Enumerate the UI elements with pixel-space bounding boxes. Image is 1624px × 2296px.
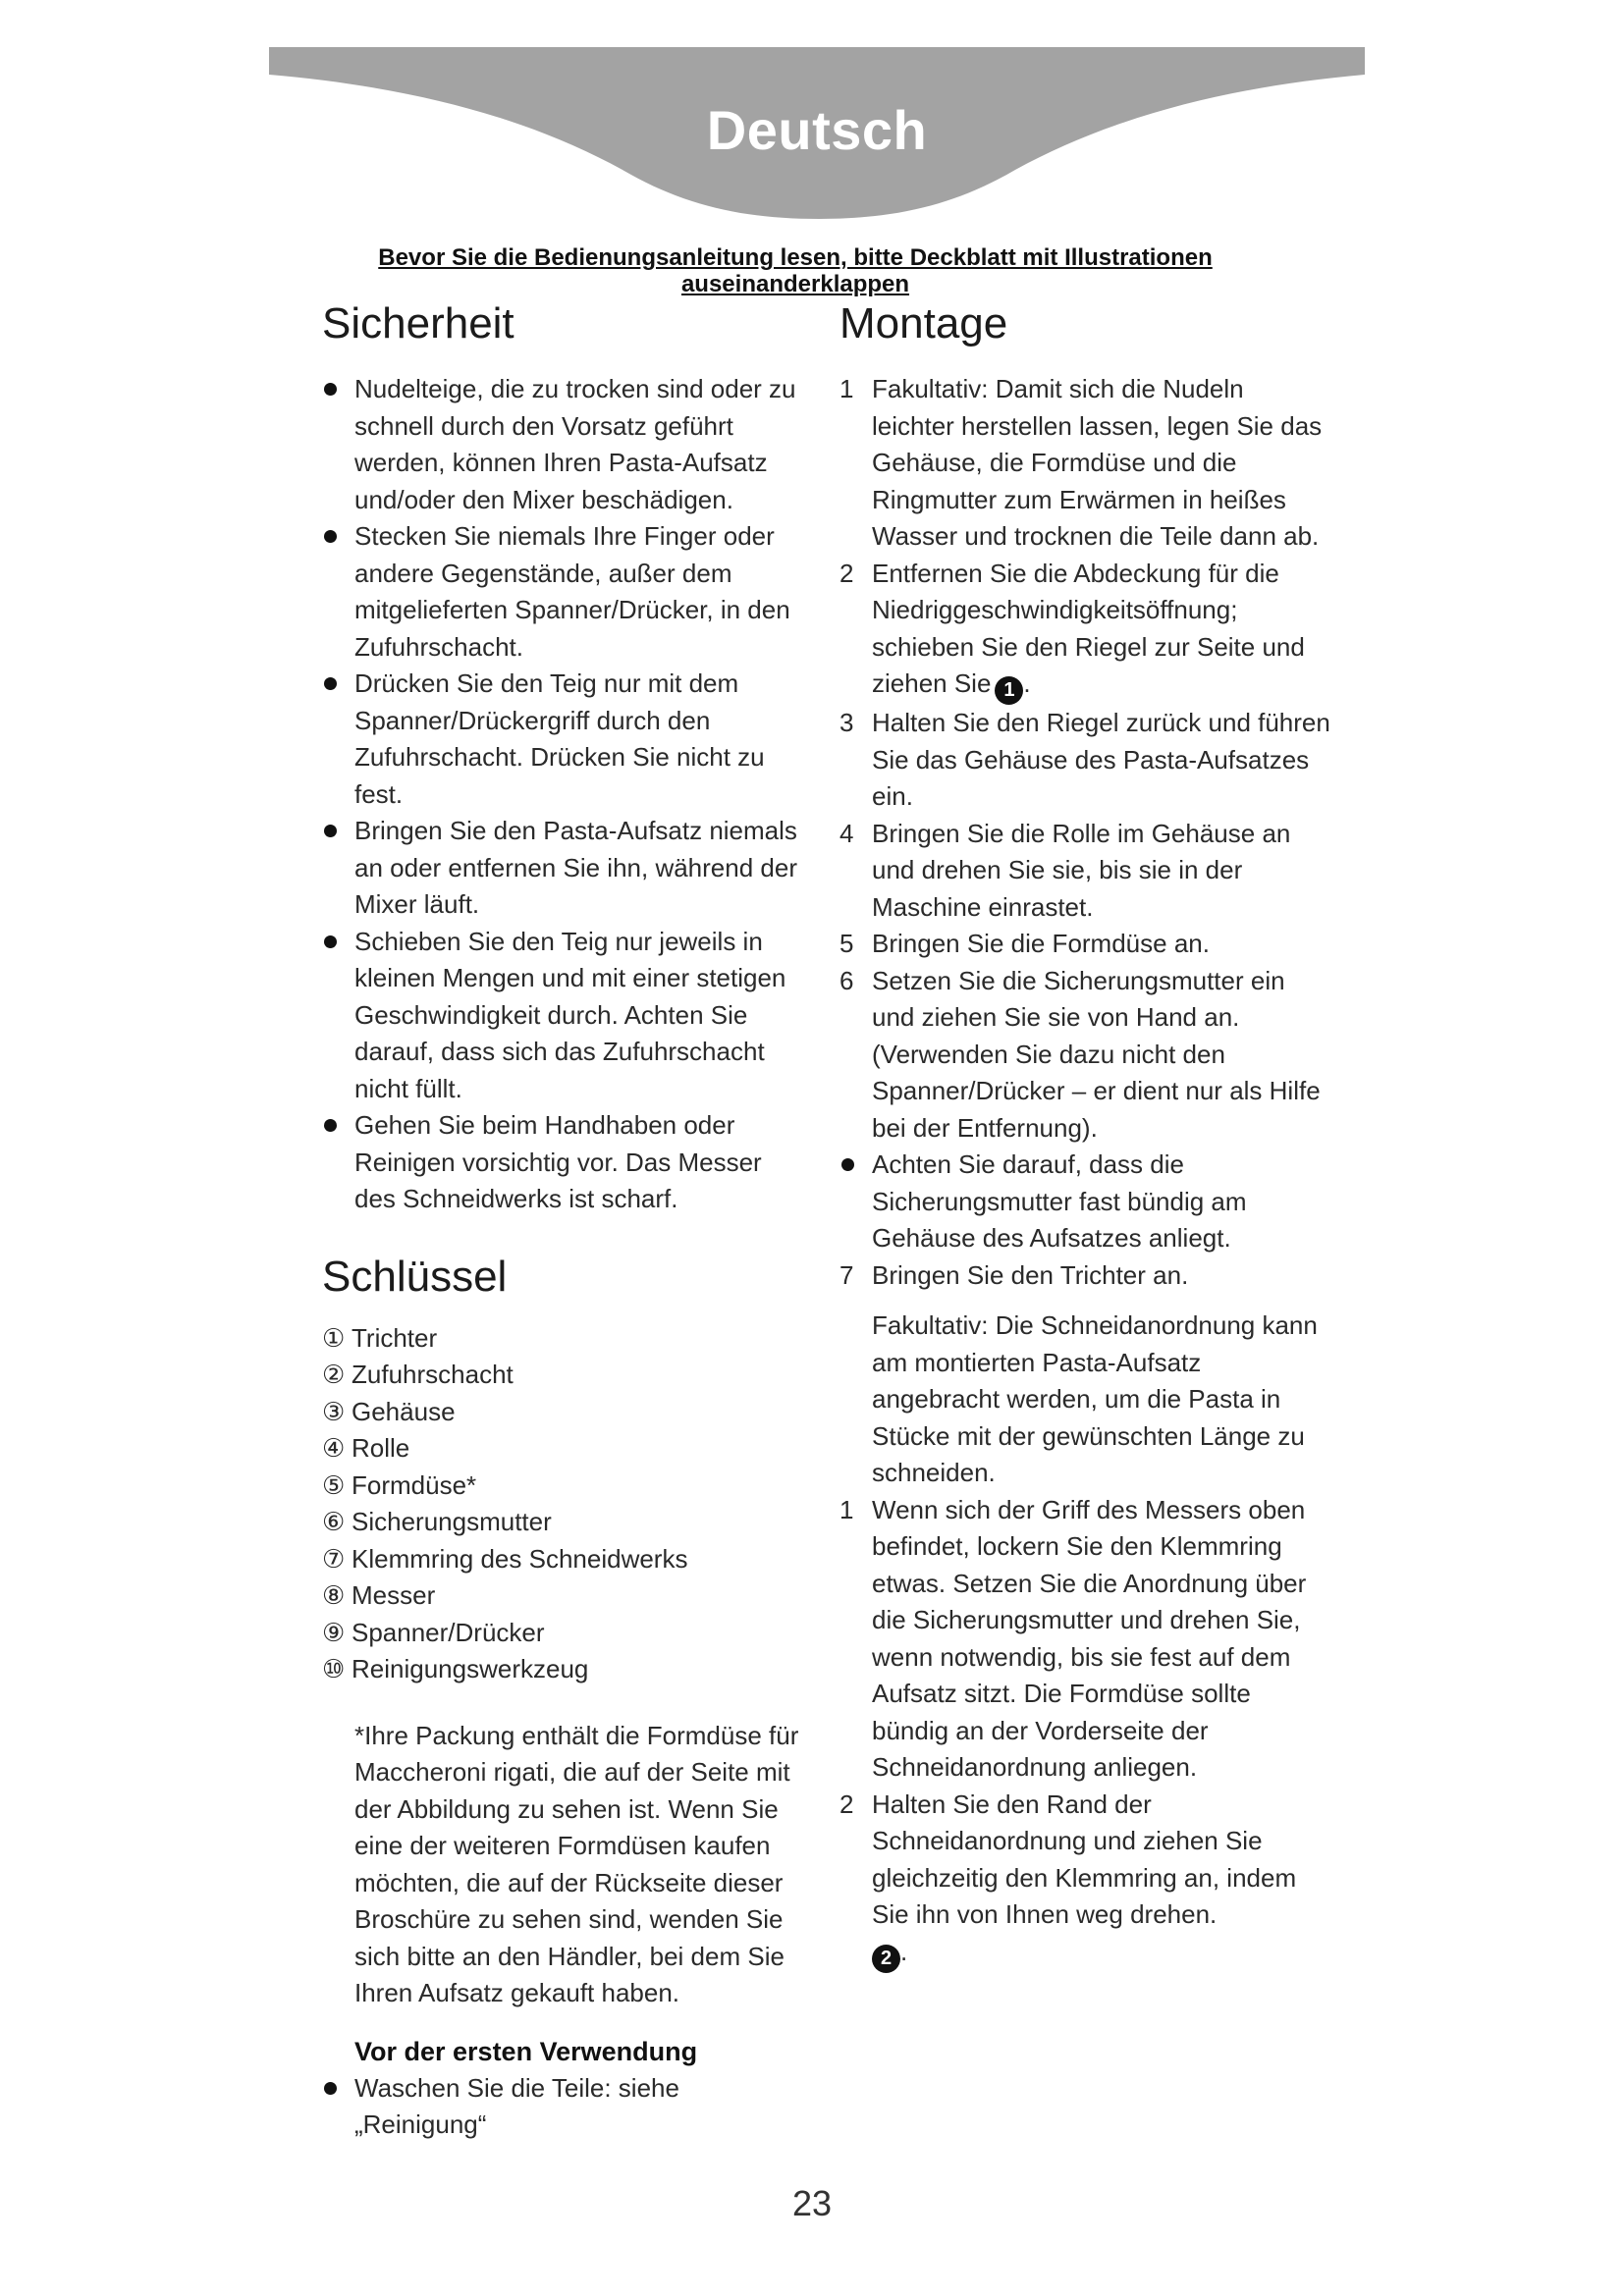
safety-item-text: Gehen Sie beim Handhaben oder Reinigen vorsichtig vor. Das Messer des Schneidwerks ist scharf. xyxy=(354,1110,762,1213)
key-list xyxy=(322,1320,803,1688)
bullet-icon xyxy=(324,530,337,543)
key-item xyxy=(322,1430,803,1468)
figure-ref-2-icon: 2 xyxy=(872,1945,900,1973)
key-number: ③ xyxy=(322,1396,346,1426)
key-item xyxy=(322,1468,803,1505)
key-item xyxy=(322,1651,803,1688)
step-number: 2 xyxy=(839,1789,854,1819)
assembly-steps xyxy=(839,371,1330,1147)
optional-cutter-note: Fakultativ: Die Schneidanordnung kann am montierten Pasta-Aufsatz angebracht werden, um die Pasta in Stücke mit der gewünschten Länge zu schneiden. xyxy=(872,1310,1318,1487)
step-number: 7 xyxy=(839,1259,854,1290)
key-item xyxy=(322,1541,803,1578)
safety-item-text: Bringen Sie den Pasta-Aufsatz niemals an oder entfernen Sie ihn, während der Mixer läuft. xyxy=(354,816,797,919)
safety-item xyxy=(322,813,803,924)
bullet-icon xyxy=(324,935,337,948)
step-number: 2 xyxy=(839,558,854,588)
left-column xyxy=(322,294,803,2144)
key-number: ⑨ xyxy=(322,1617,346,1647)
key-label: Formdüse* xyxy=(352,1469,477,1500)
assembly-step xyxy=(839,705,1330,816)
key-label: Rolle xyxy=(352,1433,410,1463)
assembly-step xyxy=(839,926,1330,963)
key-label: Reinigungswerkzeug xyxy=(352,1654,589,1683)
step-text: Setzen Sie die Sicherungsmutter ein und ziehen Sie sie von Hand an. (Verwenden Sie dazu nicht den Spanner/Drücker – er dient nur als Hilfe bei der Entfernung). xyxy=(872,965,1321,1143)
nozzle-footnote: *Ihre Packung enthält die Formdüse für Maccheroni rigati, die auf der Seite mit der Abbildung zu sehen ist. Wenn Sie eine der weiteren Formdüsen kaufen möchten, die auf der Rückseite dieser Broschüre zu sehen sind, wenden Sie sich bitte an den Händler, bei dem Sie Ihren Aufsatz gekauft haben. xyxy=(354,1720,799,2007)
key-heading: Schlüssel xyxy=(322,1252,508,1301)
key-label: Spanner/Drücker xyxy=(352,1617,545,1647)
key-label: Trichter xyxy=(352,1322,438,1353)
key-label: Sicherungsmutter xyxy=(352,1507,552,1536)
key-label: Zufuhrschacht xyxy=(352,1360,514,1389)
key-item xyxy=(322,1615,803,1652)
cutter-step: 2 Halten Sie den Rand der Schneidanordnung und ziehen Sie gleichzeitig den Klemmring an, indem Sie ihn von Ihnen weg drehen. 2 . xyxy=(839,1787,1330,1973)
step-text: Bringen Sie die Formdüse an. xyxy=(872,929,1210,958)
key-number: ① xyxy=(322,1322,346,1353)
assembly-step: 2 Entfernen Sie die Abdeckung für die Niedriggeschwindigkeitsöffnung; schieben Sie den Riegel zur Seite und ziehen Sie 1 . xyxy=(839,556,1330,706)
bullet-icon xyxy=(324,1119,337,1132)
safety-item-text: Nudelteige, die zu trocken sind oder zu schnell durch den Vorsatz geführt werden, können Ihren Pasta-Aufsatz und/oder den Mixer beschädigen. xyxy=(354,374,796,514)
step-number: 6 xyxy=(839,965,854,995)
bullet-icon xyxy=(324,677,337,690)
step-text: Entfernen Sie die Abdeckung für die Niedriggeschwindigkeitsöffnung; schieben Sie den Riegel zur Seite und ziehen Sie xyxy=(872,558,1305,698)
step-number: 1 xyxy=(839,1494,854,1524)
right-column xyxy=(839,294,1330,1973)
unfold-notice: Bevor Sie die Bedienungsanleitung lesen, bitte Deckblatt mit Illustrationen auseinanderklappen xyxy=(378,244,1213,297)
assembly-bullet-list xyxy=(839,1147,1330,1257)
first-use-text: Waschen Sie die Teile: siehe „Reinigung“ xyxy=(354,2072,679,2139)
figure-ref-1-icon: 1 xyxy=(995,676,1023,705)
first-use-item xyxy=(322,2070,803,2144)
key-number: ⑥ xyxy=(322,1507,346,1536)
assembly-step xyxy=(839,1257,1330,1295)
key-number: ④ xyxy=(322,1433,346,1463)
safety-item-text: Schieben Sie den Teig nur jeweils in kleinen Mengen und mit einer stetigen Geschwindigkeit durch. Achten Sie darauf, dass sich das Zufuhrschacht nicht füllt. xyxy=(354,926,786,1103)
assembly-bullet-text: Achten Sie darauf, dass die Sicherungsmutter fast bündig am Gehäuse des Aufsatzes anliegt. xyxy=(872,1149,1247,1253)
cutter-steps xyxy=(839,1492,1330,1973)
step-text: Bringen Sie den Trichter an. xyxy=(872,1259,1189,1290)
step-text: Halten Sie den Rand der Schneidanordnung und ziehen Sie gleichzeitig den Klemmring an, indem Sie ihn von Ihnen weg drehen. xyxy=(872,1789,1297,1929)
step-text: Bringen Sie die Rolle im Gehäuse an und drehen Sie sie, bis sie in der Maschine einrastet. xyxy=(872,818,1291,922)
safety-item xyxy=(322,371,803,518)
language-title: Deutsch xyxy=(706,99,928,161)
step-number: 1 xyxy=(839,374,854,403)
step-number: 5 xyxy=(839,929,854,958)
bullet-icon xyxy=(324,825,337,837)
safety-item xyxy=(322,518,803,666)
key-item xyxy=(322,1577,803,1615)
page-number: 23 xyxy=(791,2183,833,2223)
key-number: ⑦ xyxy=(322,1543,346,1574)
key-item xyxy=(322,1357,803,1394)
safety-item-text: Drücken Sie den Teig nur mit dem Spanner/Drückergriff durch den Zufuhrschacht. Drücken Sie nicht zu fest. xyxy=(354,668,765,809)
assembly-step xyxy=(839,963,1330,1148)
bullet-icon xyxy=(841,1158,854,1171)
safety-list xyxy=(322,371,803,1218)
key-number: ⑩ xyxy=(322,1654,346,1683)
bullet-icon xyxy=(324,2082,337,2095)
assembly-step xyxy=(839,816,1330,927)
safety-item xyxy=(322,666,803,813)
cutter-step xyxy=(839,1492,1330,1787)
step-text: Fakultativ: Damit sich die Nudeln leichter herstellen lassen, legen Sie das Gehäuse, die Formdüse und die Ringmutter zum Erwärmen in heißes Wasser und trocknen die Teile dann ab. xyxy=(872,374,1323,551)
assembly-heading: Montage xyxy=(839,299,1008,347)
safety-item xyxy=(322,924,803,1108)
first-use-heading: Vor der ersten Verwendung xyxy=(354,2036,698,2066)
step-number: 3 xyxy=(839,708,854,737)
step-number: 4 xyxy=(839,818,854,848)
key-label: Klemmring des Schneidwerks xyxy=(352,1543,688,1574)
safety-item-text: Stecken Sie niemals Ihre Finger oder andere Gegenstände, außer dem mitgelieferten Spanner/Drücker, in den Zufuhrschacht. xyxy=(354,521,790,662)
key-label: Messer xyxy=(352,1580,436,1610)
safety-item xyxy=(322,1107,803,1218)
key-label: Gehäuse xyxy=(352,1396,456,1426)
first-use-list xyxy=(322,2070,803,2144)
step-text: Wenn sich der Griff des Messers oben befindet, lockern Sie den Klemmring etwas. Setzen Sie die Anordnung über die Sicherungsmutter und drehen Sie, wenn notwendig, bis sie fest auf dem Aufsatz sitzt. Die Formdüse sollte bündig an der Vorderseite der Schneidanordnung anliegen. xyxy=(872,1494,1307,1782)
assembly-bullet xyxy=(839,1147,1330,1257)
key-item xyxy=(322,1504,803,1541)
key-item xyxy=(322,1320,803,1358)
step-text: Halten Sie den Riegel zurück und führen Sie das Gehäuse des Pasta-Aufsatzes ein. xyxy=(872,708,1330,811)
assembly-step xyxy=(839,371,1330,556)
assembly-step-7 xyxy=(839,1257,1330,1295)
key-item xyxy=(322,1394,803,1431)
header-banner xyxy=(269,47,1365,243)
bullet-icon xyxy=(324,383,337,396)
key-number: ② xyxy=(322,1360,346,1389)
key-number: ⑧ xyxy=(322,1580,346,1610)
key-number: ⑤ xyxy=(322,1469,346,1500)
safety-heading: Sicherheit xyxy=(322,299,514,347)
